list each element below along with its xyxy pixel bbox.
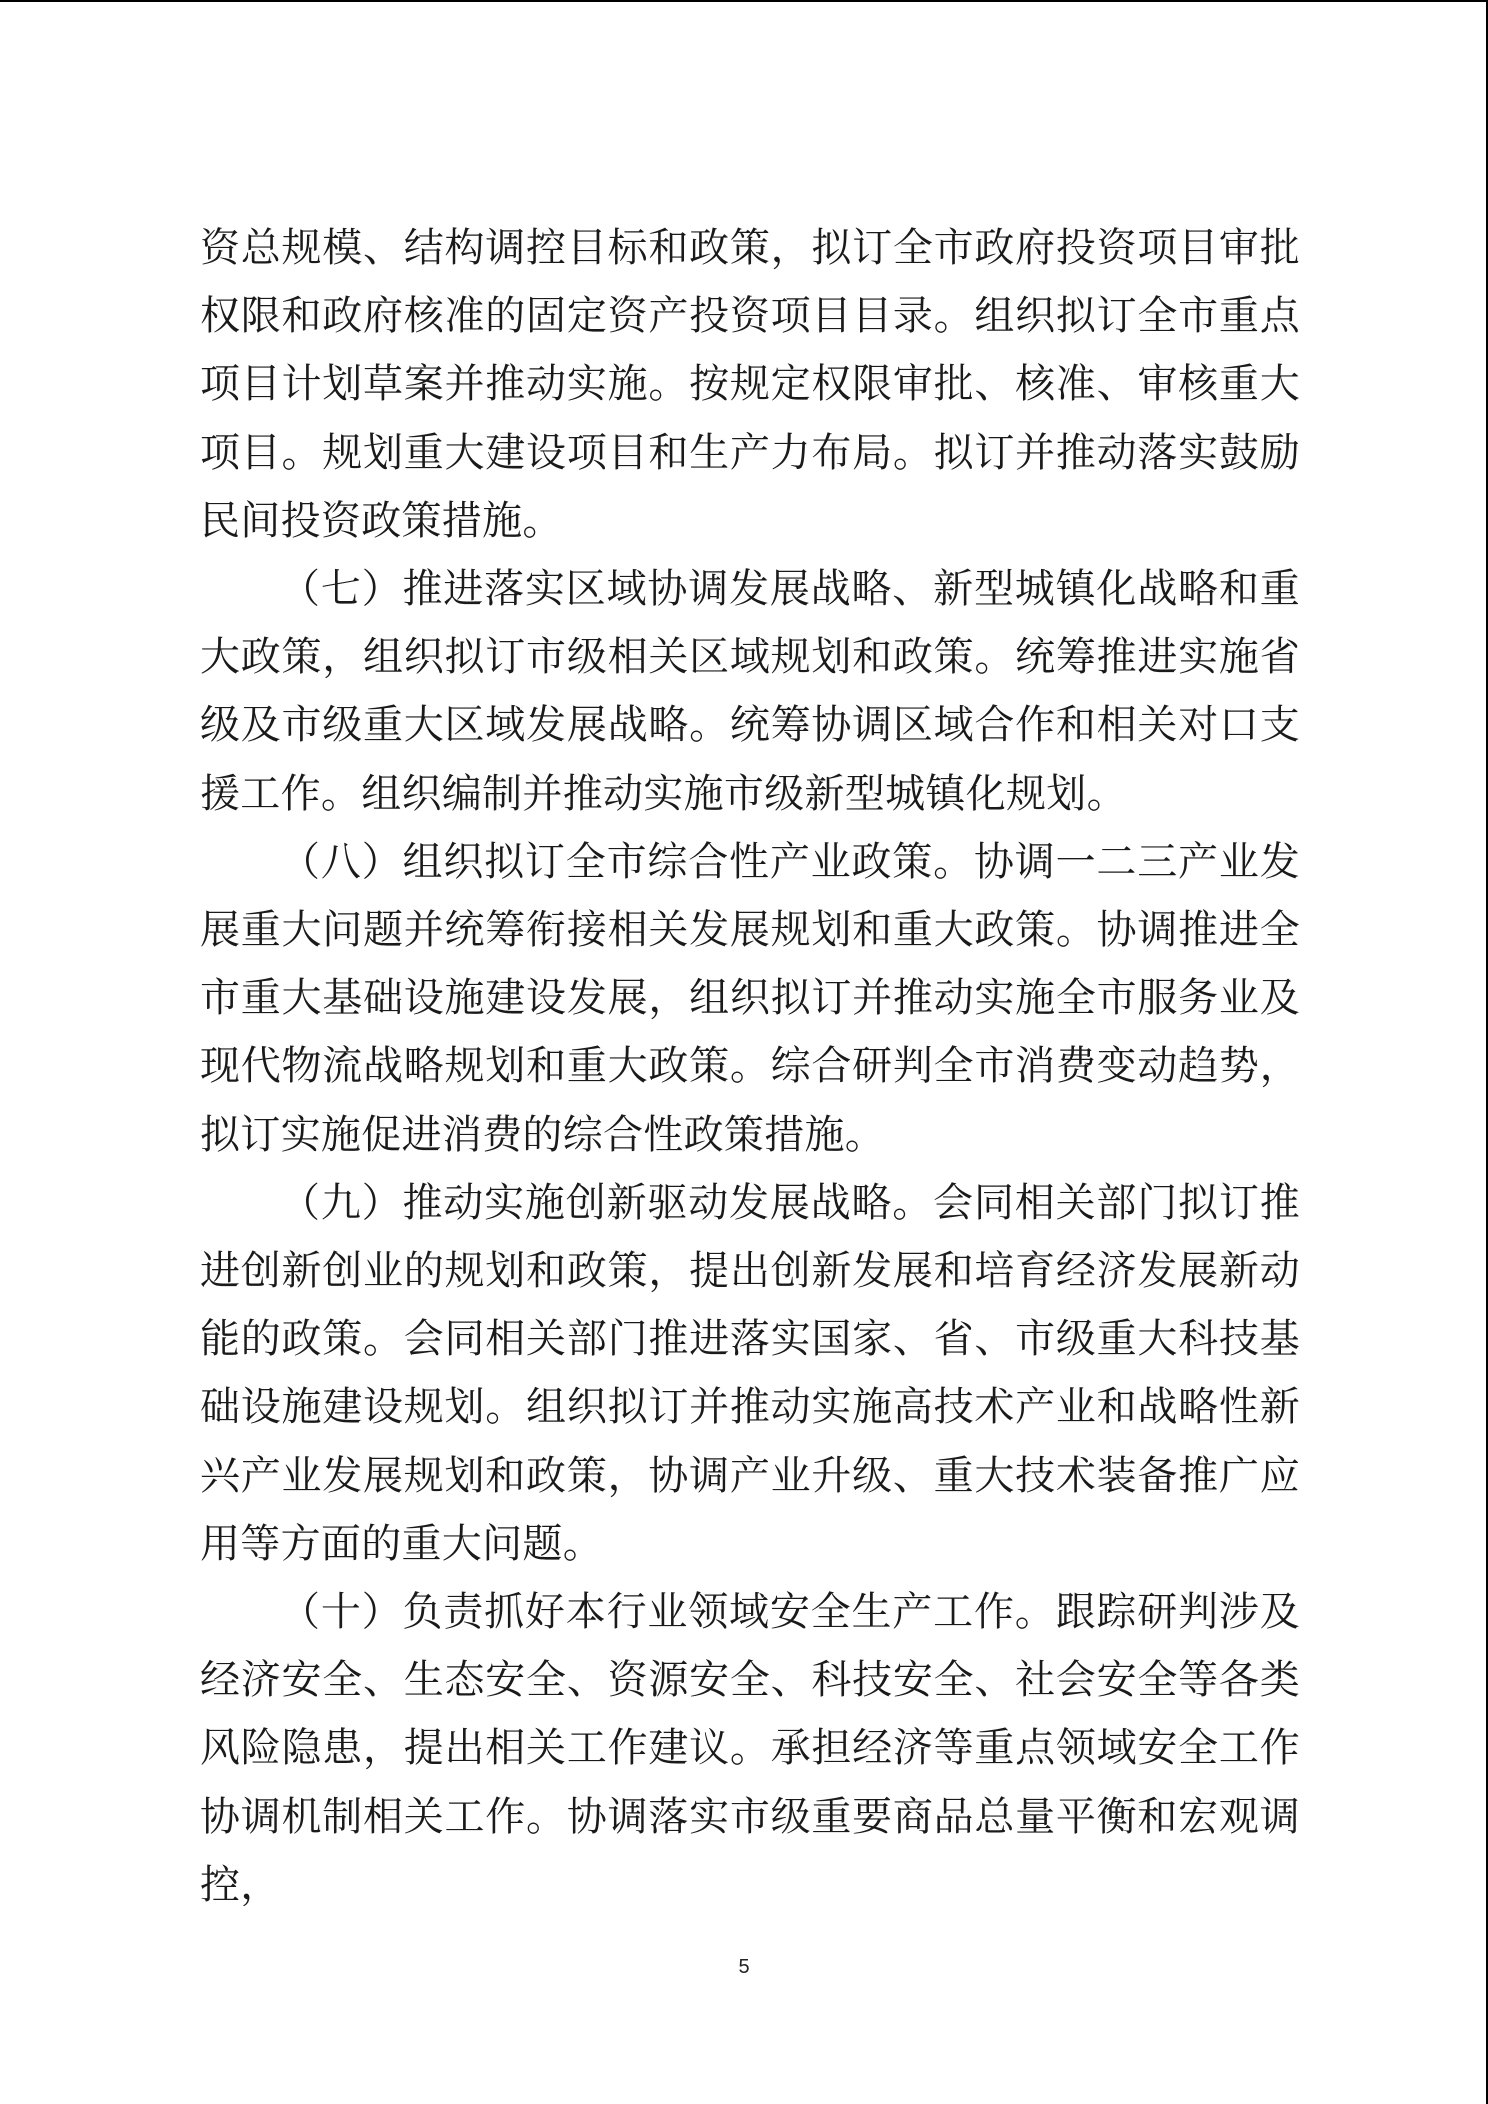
page-number: 5 [738,1956,750,1978]
paragraph-item-8: （八）组织拟订全市综合性产业政策。协调一二三产业发展重大问题并统筹衔接相关发展规划和重大政策。协调推进全市重大基础设施建设发展，组织拟订并推动实施全市服务业及现代物流战略规划和重大政策。综合研判全市消费变动趋势，拟订实施促进消费的综合性政策措施。 [200,838,1300,1158]
paragraph-item-9: （九）推动实施创新驱动发展战略。会同相关部门拟订推进创新创业的规划和政策，提出创新发展和培育经济发展新动能的政策。会同相关部门推进落实国家、省、市级重大科技基础设施建设规划。组织拟订并推动实施高技术产业和战略性新兴产业发展规划和政策，协调产业升级、重大技术装备推广应用等方面的重大问题。 [200,1179,1300,1567]
document-body [200,214,1300,1919]
paragraph-item-7: （七）推进落实区域协调发展战略、新型城镇化战略和重大政策，组织拟订市级相关区域规划和政策。统筹推进实施省级及市级重大区域发展战略。统筹协调区域合作和相关对口支援工作。组织编制并推动实施市级新型城镇化规划。 [200,566,1300,817]
paragraph-item-10: （十）负责抓好本行业领域安全生产工作。跟踪研判涉及经济安全、生态安全、资源安全、科技安全、社会安全等各类风险隐患，提出相关工作建议。承担经济等重点领域安全工作协调机制相关工作。协调落实市级重要商品总量平衡和宏观调控， [200,1589,1300,1908]
paragraph-continued: 资总规模、结构调控目标和政策，拟订全市政府投资项目审批权限和政府核准的固定资产投资项目目录。组织拟订全市重点项目计划草案并推动实施。按规定权限审批、核准、审核重大项目。规划重大建设项目和生产力布局。拟订并推动落实鼓励民间投资政策措施。 [200,225,1300,544]
